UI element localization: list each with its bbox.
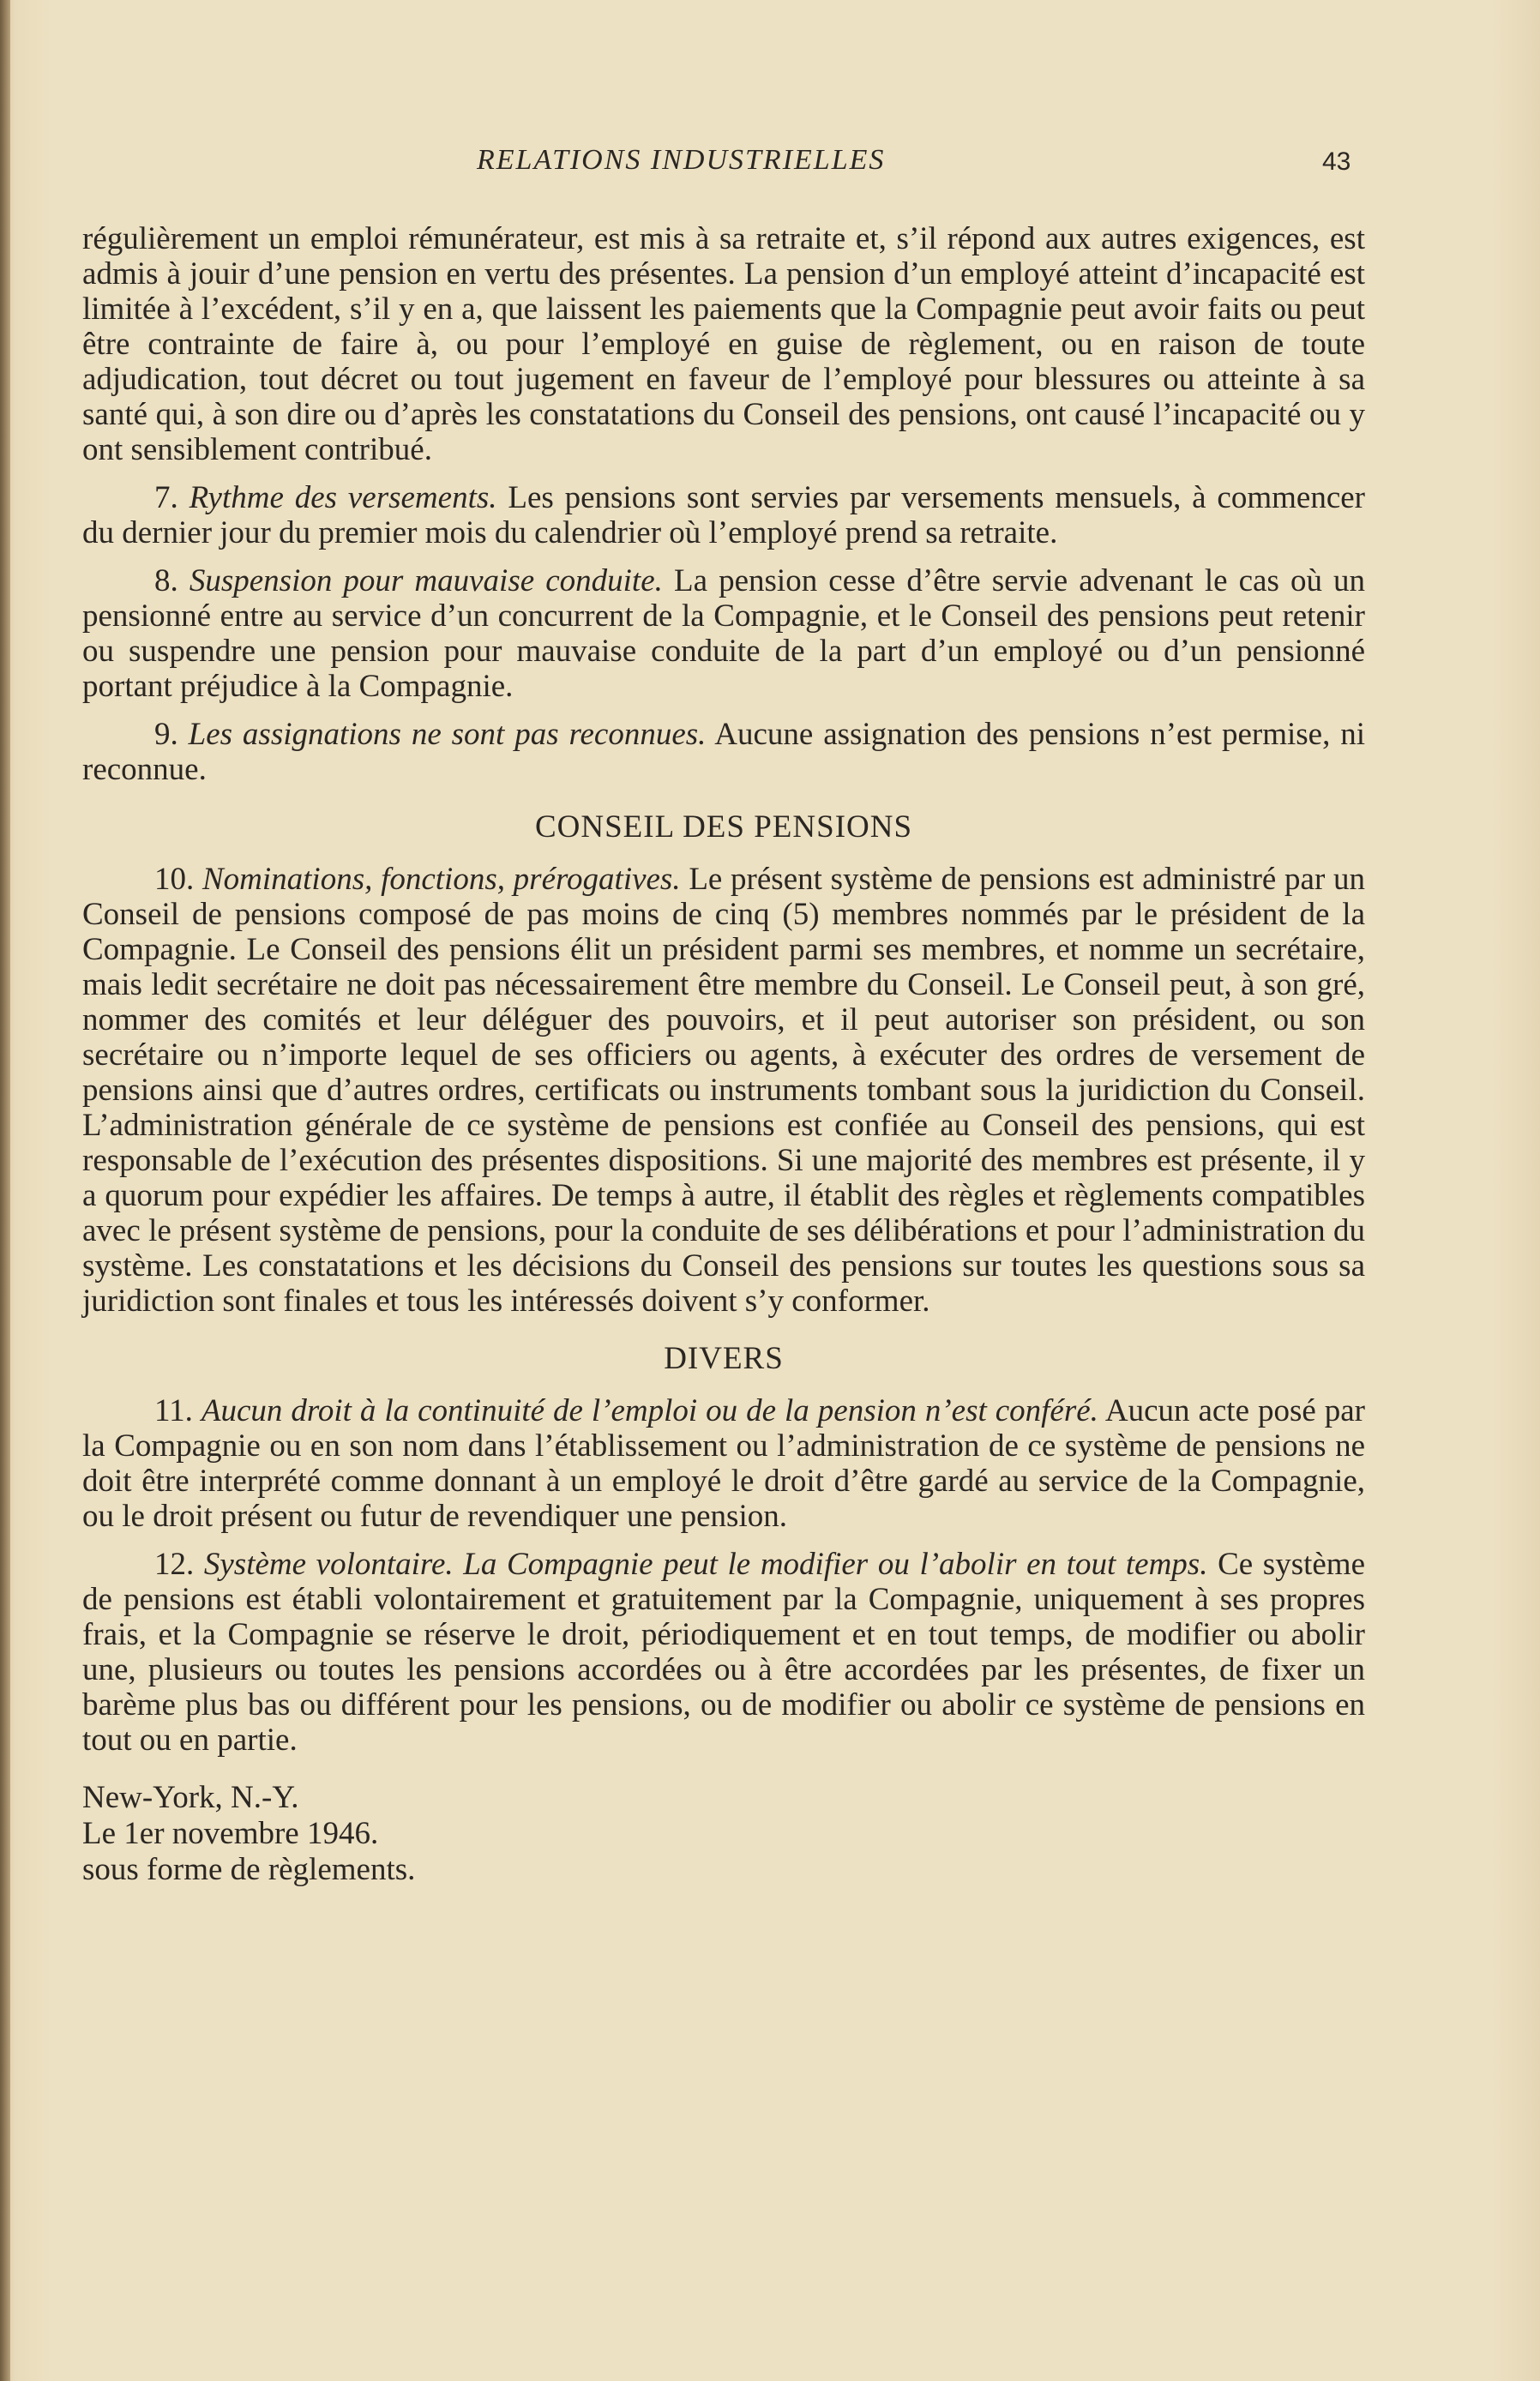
running-title: RELATIONS INDUSTRIELLES bbox=[477, 144, 886, 176]
page-header bbox=[0, 144, 1540, 187]
article-7 bbox=[82, 480, 1365, 550]
article-11 bbox=[82, 1393, 1365, 1534]
article-9 bbox=[82, 717, 1365, 787]
intro-paragraph: régulièrement un emploi rémunérateur, est mis à sa retraite et, s’il répond aux autres exigences, est admis à jouir d’une pension en vertu des présentes. La pension d’un employé atteint d’incapacité est limitée à l’excédent, s’il y en a, que laissent les paiements que la Compagnie peut avoir faits ou peut être contrainte de faire à, ou pour l’employé en guise de règlement, ou en raison de toute adjudication, tout décret ou tout jugement en faveur de l’employé pour blessures ou atteinte à sa santé qui, à son dire ou d’après les constatations du Conseil des pensions, ont causé l’incapacité ou y ont sensiblement contribué. bbox=[82, 221, 1365, 467]
article-12-text: Ce système de pensions est établi volontairement et gratuitement par la Compagnie, uniquement à ses propres frais, et la Compagnie se réserve le droit, périodiquement et en tout temps, de modifier ou abolir une, plusieurs ou toutes les pensions accordées ou à être accordées par les présentes, de fixer un barème plus bas ou différent pour les pensions, ou de modifier ou abolir ce système de pensions en tout ou en partie. bbox=[82, 1547, 1366, 1758]
article-7-title: Rythme des versements. bbox=[189, 480, 497, 515]
article-7-number: 7. bbox=[154, 480, 178, 515]
page-body bbox=[82, 221, 1365, 1888]
article-8-number: 8. bbox=[154, 563, 178, 598]
article-12-title: Système volontaire. La Compagnie peut le modifier ou l’abolir en tout temps. bbox=[203, 1547, 1208, 1582]
article-8-text: La pension cesse d’être servie advenant le cas où un pensionné entre au service d’un concurrent de la Compagnie, et le Conseil des pensions peut retenir ou suspendre une pension pour mauvaise conduite de la part d’un employé ou d’un pensionné portant préjudice à la Compagnie. bbox=[82, 563, 1366, 704]
article-10 bbox=[82, 862, 1365, 1319]
article-10-title: Nominations, fonctions, prérogatives. bbox=[202, 862, 681, 897]
article-7-text: Les pensions sont servies par versements mensuels, à commencer du dernier jour du premier mois du calendrier où l’employé prend sa retraite. bbox=[82, 480, 1365, 550]
article-8 bbox=[82, 563, 1365, 704]
signature-block bbox=[82, 1780, 1365, 1888]
signature-form: sous forme de règlements. bbox=[82, 1852, 416, 1887]
article-10-number: 10. bbox=[154, 862, 195, 897]
article-9-text: Aucune assignation des pensions n’est permise, ni reconnue. bbox=[82, 717, 1365, 787]
signature-date: Le 1er novembre 1946. bbox=[82, 1816, 379, 1851]
section-heading-divers: DIVERS bbox=[664, 1341, 784, 1376]
article-11-text: Aucun acte posé par la Compagnie ou en son nom dans l’établissement ou l’administration de ce système de pensions ne doit être interprété comme donnant à un employé le droit d’être gardé au service de la Compagnie, ou le droit présent ou futur de revendiquer une pension. bbox=[82, 1393, 1365, 1534]
article-9-title: Les assignations ne sont pas reconnues. bbox=[188, 717, 707, 752]
section-heading-conseil: CONSEIL DES PENSIONS bbox=[534, 809, 913, 845]
article-11-title: Aucun droit à la continuité de l’emploi ou de la pension n’est conféré. bbox=[201, 1393, 1098, 1428]
article-8-title: Suspension pour mauvaise conduite. bbox=[189, 563, 663, 598]
article-9-number: 9. bbox=[154, 717, 178, 752]
book-spine-edge bbox=[0, 0, 10, 2381]
page-number: 43 bbox=[1322, 147, 1351, 176]
article-10-text: Le présent système de pensions est administré par un Conseil de pensions composé de pas moins de cinq (5) membres nommés par le président de la Compagnie. Le Conseil des pensions élit un président parmi ses membres, et nomme un secrétaire, mais ledit secrétaire ne doit pas nécessairement être membre du Conseil. Le Conseil peut, à son gré, nommer des comités et leur déléguer des pouvoirs, et il peut autoriser son président, ou son secrétaire ou n’importe lequel de ses officiers ou agents, à exécuter des ordres de versement de pensions ainsi que d’autres ordres, certificats ou instruments tombant sous la juridiction du Conseil. L’administration générale de ce système de pensions est confiée au Conseil des pensions, qui est responsable de l’exécution des présentes dispositions. Si une majorité des membres est présente, il y a quorum pour expédier les affaires. De temps à autre, il établit des règles et règlements compatibles avec le présent système de pensions, pour la conduite de ses délibérations et pour l’administration du système. Les constatations et les décisions du Conseil des pensions sur toutes les questions sous sa juridiction sont finales et tous les intéressés doivent s’y conformer. bbox=[82, 862, 1366, 1319]
article-11-number: 11. bbox=[154, 1393, 193, 1428]
article-12 bbox=[82, 1547, 1365, 1758]
signature-place: New-York, N.-Y. bbox=[82, 1780, 299, 1815]
article-12-number: 12. bbox=[154, 1547, 195, 1582]
